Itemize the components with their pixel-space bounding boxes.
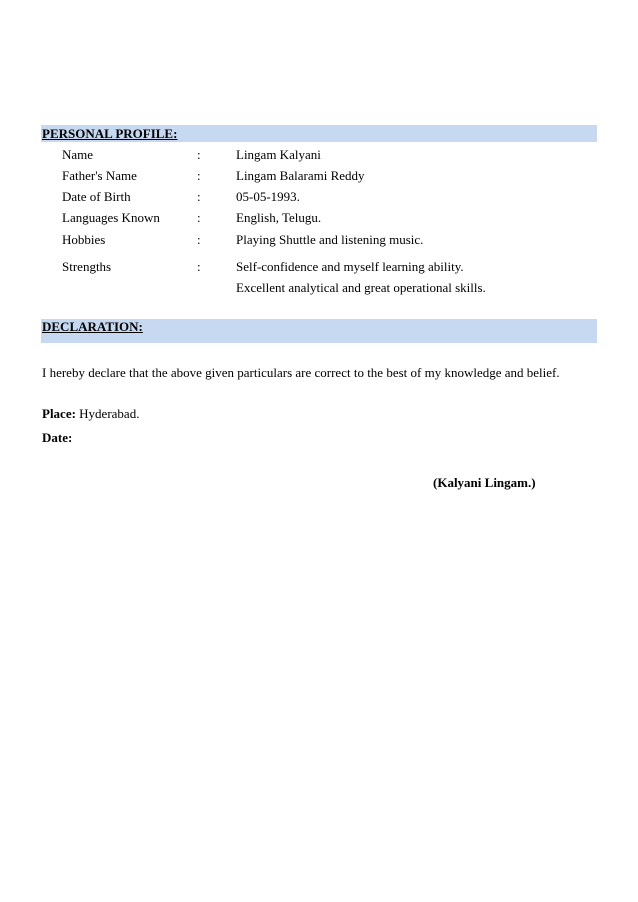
profile-row-hobbies — [0, 231, 638, 249]
declaration-header — [41, 319, 597, 343]
profile-row-name — [0, 146, 638, 164]
profile-row-date-of-birth — [0, 188, 638, 206]
personal-profile-heading: PERSONAL PROFILE: — [42, 126, 178, 141]
profile-colon: : — [197, 147, 201, 162]
profile-colon: : — [197, 259, 201, 274]
profile-colon: : — [197, 189, 201, 204]
profile-row-fathers-name — [0, 167, 638, 185]
profile-row-languages-known — [0, 209, 638, 227]
profile-label: Father's Name — [62, 168, 137, 183]
personal-profile-header — [41, 125, 597, 142]
profile-colon: : — [197, 210, 201, 225]
signature: (Kalyani Lingam.) — [433, 475, 536, 490]
place-value: Hyderabad. — [79, 406, 140, 421]
date-label: Date: — [42, 430, 73, 445]
declaration-statement: I hereby declare that the above given particulars are correct to the best of my knowledge and belief. — [42, 365, 560, 380]
profile-colon: : — [197, 168, 201, 183]
profile-value: Playing Shuttle and listening music. — [236, 232, 424, 247]
profile-value: Lingam Kalyani — [236, 147, 321, 162]
profile-value: English, Telugu. — [236, 210, 322, 225]
profile-row-strengths — [0, 258, 638, 276]
profile-value: 05-05-1993. — [236, 189, 300, 204]
profile-value: Excellent analytical and great operational skills. — [236, 280, 486, 295]
profile-label: Hobbies — [62, 232, 106, 247]
profile-value: Self-confidence and myself learning ability. — [236, 259, 464, 274]
profile-value: Lingam Balarami Reddy — [236, 168, 365, 183]
profile-label: Languages Known — [62, 210, 160, 225]
place-label: Place: — [42, 406, 76, 421]
profile-label: Strengths — [62, 259, 112, 274]
declaration-heading: DECLARATION: — [42, 319, 143, 334]
place-line — [42, 405, 139, 423]
profile-label: Name — [62, 147, 94, 162]
profile-row-strengths-continued — [0, 279, 638, 297]
profile-label: Date of Birth — [62, 189, 131, 204]
profile-colon: : — [197, 232, 201, 247]
